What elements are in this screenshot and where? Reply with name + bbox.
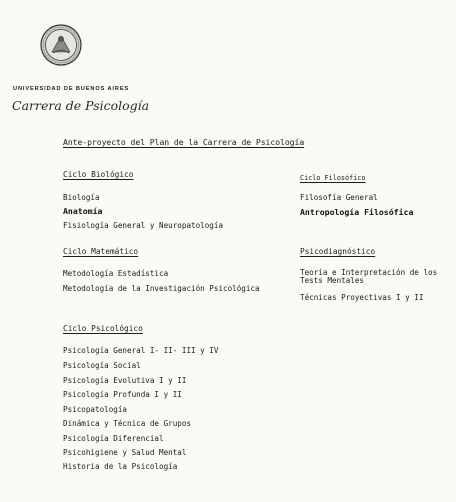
list-item: Psicología Diferencial <box>63 434 164 443</box>
list-item: Psicología Social <box>63 361 141 370</box>
list-item: Fisiología General y Neuropatología <box>63 221 224 230</box>
list-item: Teoría e Interpretación de los Tests Mentales <box>300 268 438 285</box>
university-seal-icon <box>40 24 82 66</box>
list-item: Psicología Profunda I y II <box>63 390 182 399</box>
list-item: Psicohigiene y Salud Mental <box>63 448 187 457</box>
list-item: Biología <box>63 193 100 202</box>
list-item: Filosofía General <box>300 193 378 202</box>
heading-ciclo-matematico: Ciclo Matemático <box>63 247 139 256</box>
heading-ciclo-filosofico: Ciclo Filosófico <box>300 174 366 182</box>
list-item: Psicología General I- II- III y IV <box>63 346 219 355</box>
heading-psicodiagnostico: Psicodiagnóstico <box>300 247 376 256</box>
list-item: Psicopatología <box>63 405 128 414</box>
list-item: Técnicas Proyectivas I y II <box>300 293 424 302</box>
list-item: Metodología Estadística <box>63 269 169 278</box>
list-item: Metodología de la Investigación Psicológica <box>63 284 260 293</box>
list-item: Dinámica y Técnica de Grupos <box>63 419 192 428</box>
list-item: Psicología Evolutiva I y II <box>63 376 187 385</box>
university-name: UNIVERSIDAD DE BUENOS AIRES <box>13 86 130 92</box>
heading-ciclo-psicologico: Ciclo Psicológico <box>63 324 143 333</box>
list-item: Historia de la Psicología <box>63 462 178 471</box>
list-item: Anatomía <box>63 206 103 216</box>
heading-ciclo-biologico: Ciclo Biológico <box>63 170 134 179</box>
list-item: Antropología Filosófica <box>300 207 414 217</box>
document-title: Ante-proyecto del Plan de la Carrera de Psicología <box>63 137 305 147</box>
career-name: Carrera de Psicología <box>12 98 150 113</box>
